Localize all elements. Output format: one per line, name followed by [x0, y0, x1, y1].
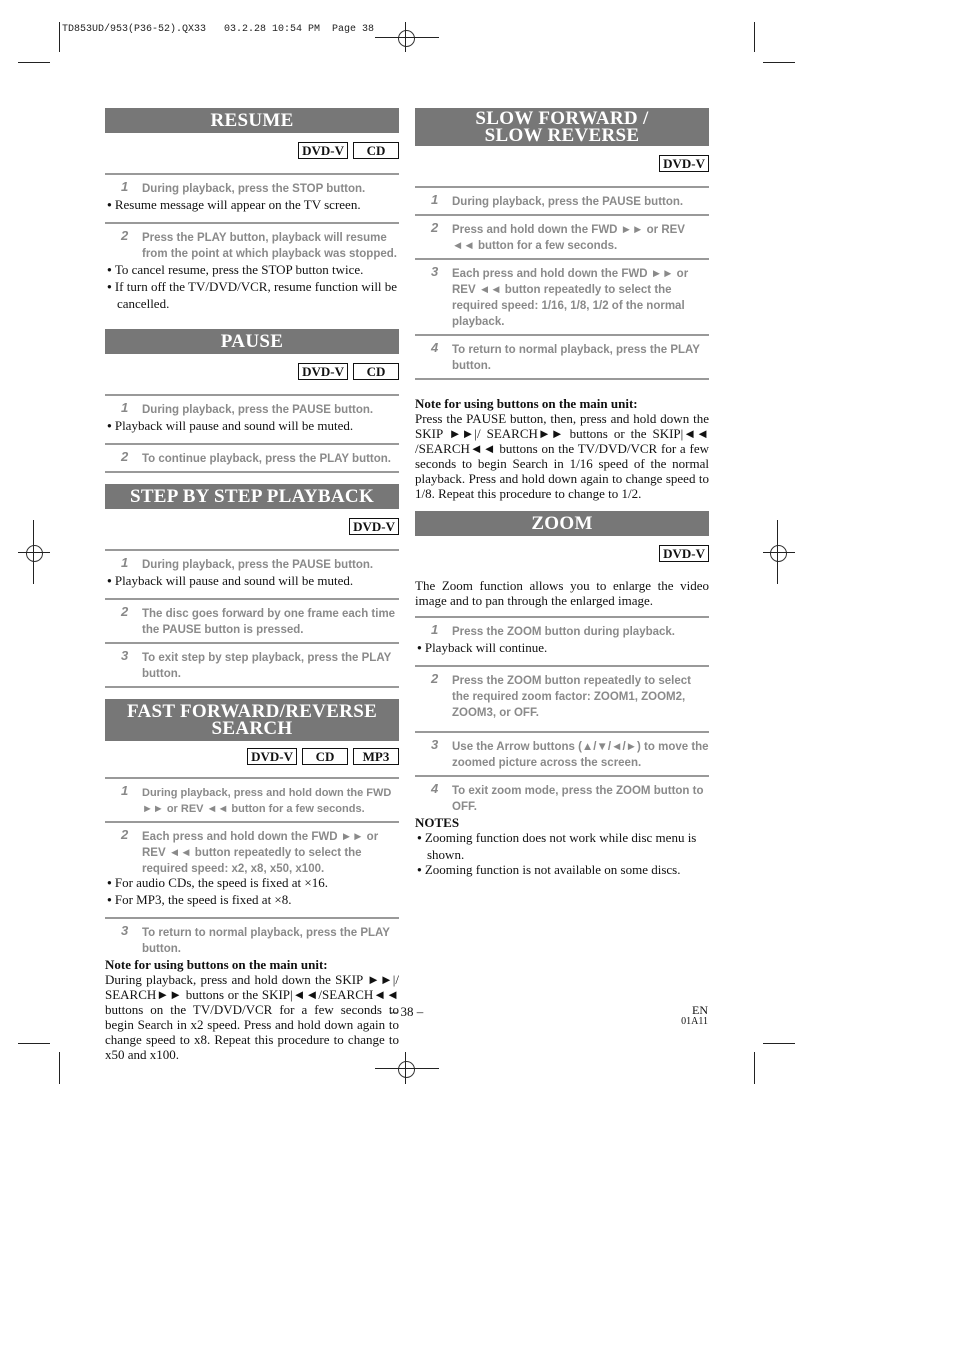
crop-mark [763, 552, 795, 553]
crop-mark [18, 1043, 50, 1044]
badge-dvd-v: DVD-V [659, 155, 709, 172]
step-number: 4 [431, 781, 439, 796]
zoom-section [415, 511, 709, 879]
title-line: SLOW REVERSE [484, 125, 640, 146]
step-number: 1 [431, 622, 439, 637]
registration-mark-icon [26, 545, 43, 562]
step-by-step-section [105, 484, 399, 688]
crop-mark [59, 1052, 60, 1084]
disc-badges [105, 518, 399, 535]
resume-section [105, 108, 399, 311]
step-text: To return to normal playback, press the PLAY button. [452, 344, 700, 372]
badge-cd: CD [353, 363, 399, 380]
crop-mark [754, 1052, 755, 1084]
crop-mark [33, 520, 34, 584]
step-2 [415, 214, 709, 258]
note-text: Press the PAUSE button, then, press and hold down the SKIP ►►|/ SEARCH►► buttons or the SKIP|◄◄ /SEARCH◄◄ buttons on the TV/DVD/VCR for a few seconds to begin Search in 1/16 speed of the normal playback. Press and hold down again to change speed to 1/8. Repeat this procedure to change to 1/2. [415, 411, 709, 501]
title-line: FAST FORWARD/REVERSE [126, 701, 378, 722]
zoom-intro: The Zoom function allows you to enlarge the video image and to pan through the enlarged image. [415, 578, 709, 608]
disc-badges [105, 142, 399, 159]
badge-dvd-v: DVD-V [659, 545, 709, 562]
step-text: Press the ZOOM button repeatedly to select the required zoom factor: ZOOM1, ZOOM2, ZOOM3, or OFF. [452, 675, 691, 719]
step-text: To exit zoom mode, press the ZOOM button to OFF. [452, 785, 704, 813]
step-1 [105, 777, 399, 821]
crop-mark [405, 22, 406, 52]
file-slug: TD853UD/953(P36-52).QX33 03.2.28 10:54 PM Page 38 [62, 24, 375, 35]
slow-forward-reverse-section [415, 108, 709, 501]
step-number: 2 [431, 220, 439, 235]
section-title: RESUME [105, 108, 399, 133]
note-title: Note for using buttons on the main unit: [105, 957, 328, 972]
step-number: 3 [431, 737, 439, 752]
registration-mark-icon [770, 545, 787, 562]
bullet-item: ● Resume message will appear on the TV screen. [105, 197, 399, 214]
step-text: During playback, press and hold down the FWD ►► or REV ◄◄ button for a few seconds. [142, 787, 392, 815]
title-line: SEARCH [211, 718, 293, 739]
step-2 [105, 443, 399, 473]
right-column [415, 108, 709, 879]
step-number: 2 [431, 671, 439, 686]
page-number: – 38 – [390, 1004, 424, 1019]
step-text: To exit step by step playback, press the PLAY button. [142, 652, 392, 680]
registration-mark-icon [398, 1061, 415, 1078]
section-title [415, 108, 709, 146]
step-number: 2 [121, 228, 129, 243]
step-text: Press and hold down the FWD ►► or REV ◄◄ button for a few seconds. [452, 224, 685, 252]
crop-mark [763, 1043, 795, 1044]
step-text: To return to normal playback, press the PLAY button. [142, 927, 390, 955]
section-title [105, 699, 399, 741]
step-2 [415, 665, 709, 725]
step-1 [415, 616, 709, 644]
badge-mp3: MP3 [353, 748, 399, 765]
section-title: PAUSE [105, 329, 399, 354]
note-text: During playback, press and hold down the SKIP ►►|/ SEARCH►► buttons or the SKIP|◄◄/SEARCH◄◄ buttons on the TV/DVD/VCR for a few seconds to begin Search in x2 speed. Press and hold down again to change speed to x8. Repeat this procedure to change to x50 and x100. [105, 972, 399, 1062]
step-number: 1 [431, 192, 439, 207]
step-3 [105, 642, 399, 688]
bullet-item: ● If turn off the TV/DVD/VCR, resume function will be cancelled. [105, 279, 399, 311]
crop-mark [754, 22, 755, 52]
step-number: 3 [121, 923, 129, 938]
crop-mark [777, 520, 778, 584]
bullet-item: ● Playback will pause and sound will be muted. [105, 573, 399, 590]
step-4 [415, 775, 709, 819]
crop-mark [375, 37, 439, 38]
title-line: SLOW FORWARD / [475, 108, 649, 129]
step-number: 1 [121, 400, 129, 415]
step-text: During playback, press the STOP button. [142, 183, 366, 195]
document-code: 01A11 [681, 1016, 708, 1027]
note-item: ● Zooming function does not work while disc menu is shown. [415, 830, 709, 862]
badge-dvd-v: DVD-V [298, 142, 348, 159]
disc-badges [105, 748, 399, 765]
disc-badges [105, 363, 399, 380]
crop-mark [18, 62, 50, 63]
step-3 [415, 258, 709, 334]
step-2 [105, 598, 399, 642]
step-number: 2 [121, 827, 129, 842]
disc-badges [415, 545, 709, 562]
step-text: Each press and hold down the FWD ►► or REV ◄◄ button repeatedly to select the required speed: 1/16, 1/8, 1/2 of the normal playback. [452, 268, 689, 328]
badge-dvd-v: DVD-V [298, 363, 348, 380]
step-1 [105, 173, 399, 201]
step-3 [105, 917, 399, 961]
crop-mark [405, 1052, 406, 1084]
step-text: During playback, press the PAUSE button. [142, 559, 374, 571]
step-text: Use the Arrow buttons (▲/▼/◄/►) to move the zoomed picture across the screen. [452, 741, 709, 769]
badge-dvd-v: DVD-V [247, 748, 297, 765]
step-3 [415, 731, 709, 775]
badge-cd: CD [302, 748, 348, 765]
step-1 [105, 549, 399, 577]
registration-mark-icon [398, 30, 415, 47]
bullet-item: ● For audio CDs, the speed is fixed at ×16. [105, 875, 399, 892]
crop-mark [18, 552, 50, 553]
crop-mark [375, 1068, 439, 1069]
step-number: 1 [121, 555, 129, 570]
step-1 [105, 394, 399, 422]
step-4 [415, 334, 709, 380]
step-text: During playback, press the PAUSE button. [452, 196, 684, 208]
step-number: 2 [121, 604, 129, 619]
bullet-item: ● Playback will pause and sound will be muted. [105, 418, 399, 435]
bullet-item: ● Playback will continue. [415, 640, 709, 657]
step-1 [415, 186, 709, 214]
step-number: 1 [121, 783, 129, 798]
left-column [105, 108, 399, 1062]
step-number: 1 [121, 179, 129, 194]
step-text: Each press and hold down the FWD ►► or REV ◄◄ button repeatedly to select the required speed: x2, x8, x50, x100. [142, 831, 379, 875]
disc-badges [415, 155, 709, 172]
step-2 [105, 821, 399, 881]
step-2 [105, 222, 399, 266]
bullet-item: ● For MP3, the speed is fixed at ×8. [105, 892, 399, 909]
bullet-item: ● To cancel resume, press the STOP button twice. [105, 262, 399, 279]
badge-dvd-v: DVD-V [349, 518, 399, 535]
pause-section [105, 329, 399, 473]
step-text: Press the PLAY button, playback will resume from the point at which playback was stopped. [142, 232, 397, 260]
notes-title: NOTES [415, 815, 460, 830]
step-text: During playback, press the PAUSE button. [142, 404, 374, 416]
step-text: The disc goes forward by one frame each time the PAUSE button is pressed. [142, 608, 396, 636]
step-number: 2 [121, 449, 129, 464]
step-number: 3 [431, 264, 439, 279]
step-number: 3 [121, 648, 129, 663]
step-number: 4 [431, 340, 439, 355]
section-title: STEP BY STEP PLAYBACK [105, 484, 399, 509]
step-text: Press the ZOOM button during playback. [452, 626, 675, 638]
crop-mark [763, 62, 795, 63]
language-code: EN [692, 1003, 708, 1017]
section-title: ZOOM [415, 511, 709, 536]
step-text: To continue playback, press the PLAY button. [142, 453, 391, 465]
crop-mark [59, 22, 60, 52]
note-item: ● Zooming function is not available on some discs. [415, 862, 709, 879]
note-title: Note for using buttons on the main unit: [415, 396, 638, 411]
fast-forward-reverse-section [105, 699, 399, 1062]
badge-cd: CD [353, 142, 399, 159]
